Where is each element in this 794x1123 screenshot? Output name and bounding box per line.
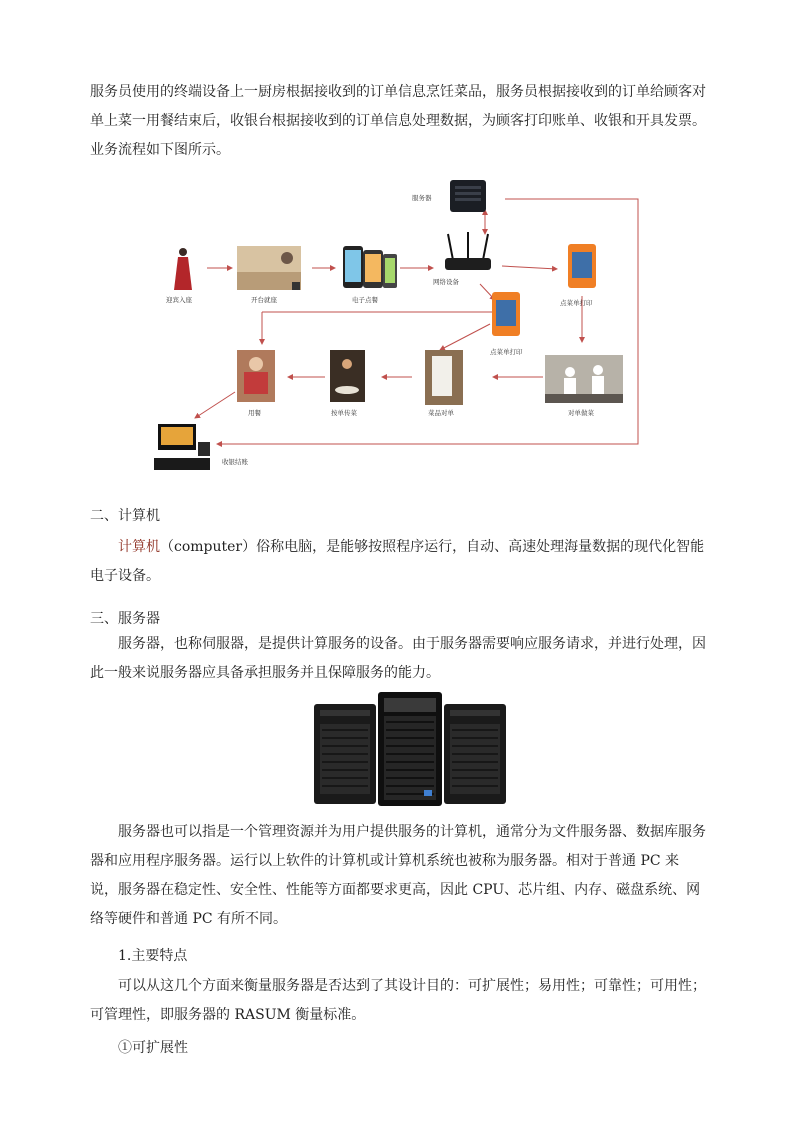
label-server: 服务器 — [412, 194, 432, 202]
computer-term: 计算机 — [118, 539, 160, 555]
serve-node — [330, 350, 365, 417]
intro-line-3: 业务流程如下图所示。 — [90, 142, 230, 158]
label-welcome: 迎宾入座 — [166, 296, 192, 304]
intro-paragraph — [90, 78, 706, 165]
dine-node — [237, 350, 275, 417]
section2-paragraph — [90, 533, 706, 591]
table-node — [237, 246, 301, 304]
arrow-printmid-check — [440, 324, 490, 350]
label-cook: 对单做菜 — [568, 409, 594, 417]
arrow-network-printtop — [502, 266, 557, 269]
network-node — [433, 232, 491, 286]
arrow-dine-cashier — [195, 392, 235, 418]
print-top-node — [560, 244, 596, 307]
server-tower-center — [378, 692, 442, 806]
section3-paragraph-1: 服务器，也称伺服器，是提供计算服务的设备。由于服务器需要响应服务请求，并进行处理，因此一般来说服务器应具备承担服务并且保障服务的能力。 — [90, 636, 706, 681]
section2-heading: 二、计算机 — [90, 508, 160, 524]
label-print-mid: 点菜单打印 — [490, 348, 523, 356]
label-order: 电子点餐 — [352, 296, 378, 304]
section3-paragraph-2: 服务器也可以指是一个管理资源并为用户提供服务的计算机，通常分为文件服务器、数据库服务器和应用程序服务器。运行以上软件的计算机或计算机系统也被称为服务器。相对于普通 PC 来说，服务器在稳定性、安全性、性能等方面都要求更高，因此 CPU、芯片组、内存、磁盘系统、网络等硬件和普通 PC 有所不同。 — [90, 824, 706, 927]
label-serve: 按单传菜 — [331, 409, 357, 417]
print-mid-node — [490, 292, 523, 356]
item-scalability: ①可扩展性 — [118, 1040, 188, 1056]
server-tower-right — [444, 704, 506, 804]
label-cashier: 收银结账 — [222, 458, 248, 466]
arrow-loop-cashier — [217, 199, 638, 444]
label-check: 菜品对单 — [428, 409, 454, 417]
label-dine: 用餐 — [248, 409, 261, 417]
check-node — [425, 350, 463, 417]
welcome-node — [166, 248, 193, 304]
label-table: 开台就座 — [251, 296, 277, 304]
cook-node — [545, 355, 623, 417]
intro-line-2: 单上菜一用餐结束后，收银台根据接收到的订单信息处理数据，为顾客打印账单、收银和开具发票。 — [90, 113, 706, 129]
flow-arrows — [195, 199, 638, 444]
main-features-heading: 1.主要特点 — [118, 948, 188, 964]
label-print-top: 点菜单打印 — [560, 299, 593, 307]
server-towers-image — [312, 690, 508, 808]
business-flow-diagram — [150, 172, 650, 477]
section3-heading: 三、服务器 — [90, 611, 160, 627]
label-network: 网络设备 — [433, 278, 459, 286]
order-node — [343, 246, 397, 304]
section2-body: （computer）俗称电脑，是能够按照程序运行，自动、高速处理海量数据的现代化智能电子设备。 — [90, 539, 705, 584]
server-node — [412, 180, 486, 212]
cashier-node — [154, 424, 249, 470]
section3-paragraph-3: 可以从这几个方面来衡量服务器是否达到了其设计目的：可扩展性；易用性；可靠性；可用性；可管理性，即服务器的 RASUM 衡量标准。 — [90, 978, 706, 1023]
intro-line-1: 服务员使用的终端设备上一厨房根据接收到的订单信息烹饪菜品，服务员根据接收到的订单给顾客对 — [90, 84, 706, 100]
server-tower-left — [314, 704, 376, 804]
